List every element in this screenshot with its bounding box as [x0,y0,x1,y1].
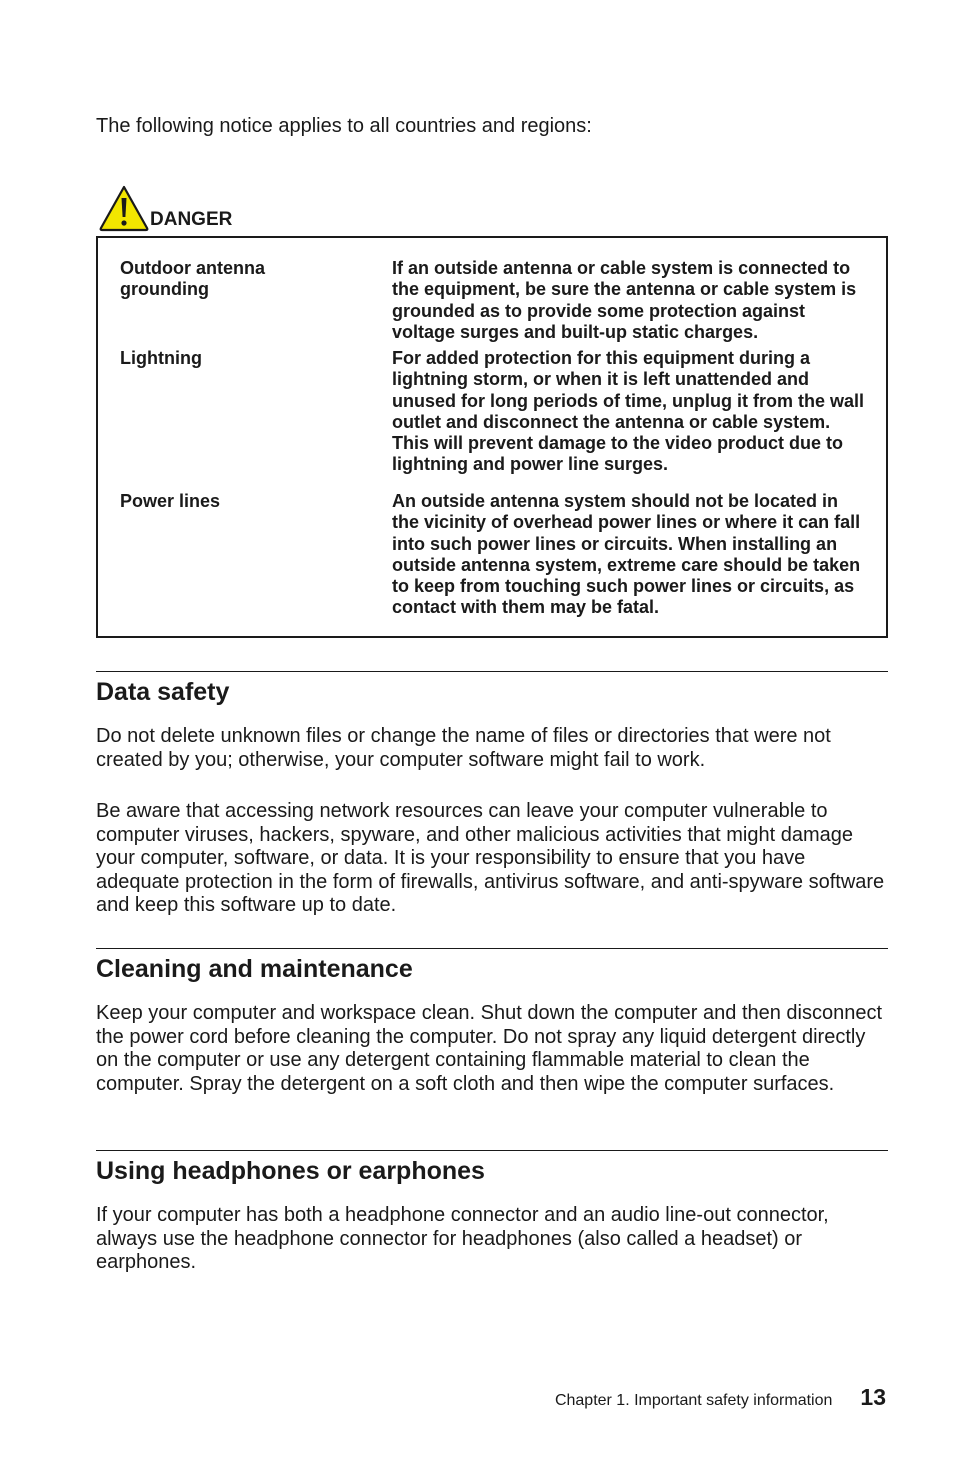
danger-heading [98,180,232,232]
danger-row-lightning [120,348,870,476]
danger-row-antenna [120,258,870,343]
warning-triangle-icon [98,184,150,232]
paragraph: Do not delete unknown files or change the name of files or directories that were not created by you; otherwise, your computer software might fail to work. [96,725,831,771]
section-title-data-safety: Data safety [96,678,230,706]
section-divider [96,671,888,672]
section-divider [96,948,888,949]
paragraph: Be aware that accessing network resources can leave your computer vulnerable to computer viruses, hackers, spyware, and other malicious activities that might damage your computer, software, or data. It is your responsibility to ensure that you have adequate protection in the form of firewalls, antivirus software, and anti-spyware software and keep this software up to date. [96,800,885,917]
danger-description: If an outside antenna or cable system is connected to the equipment, be sure the antenna or cable system is grounded as to provide some protection against voltage surges and built-up static charges. [392,258,857,342]
danger-term: Power lines [120,491,221,511]
paragraph: Keep your computer and workspace clean. Shut down the computer and then disconnect the power cord before cleaning the computer. Do not spray any liquid detergent directly on the computer or use any detergent containing flammable material to clean the computer. Spray the detergent on a soft cloth and then wipe the computer surfaces. [96,1002,883,1095]
danger-description: An outside antenna system should not be located in the vicinity of overhead power lines or where it can fall into such power lines or circuits. When installing an outside antenna system, extreme care should be taken to keep from touching such power lines or circuits, as contact with them may be fatal. [392,491,861,618]
danger-term: Outdoor antenna grounding [120,258,265,300]
section-title-cleaning: Cleaning and maintenance [96,955,413,983]
danger-box [96,236,888,638]
intro-text: The following notice applies to all countries and regions: [96,115,592,137]
danger-label: DANGER [150,209,233,230]
danger-description: For added protection for this equipment during a lightning storm, or when it is left unattended and unused for long periods of time, unplug it from the wall outlet and disconnect the antenna or cable system. This will prevent damage to the video product due to lightning and power line surges. [392,348,864,475]
page-footer [555,1384,886,1411]
danger-row-power-lines [120,491,870,619]
section-divider [96,1150,888,1151]
page-number: 13 [860,1384,886,1410]
section-title-headphones: Using headphones or earphones [96,1157,485,1185]
danger-term: Lightning [120,348,202,368]
footer-chapter: Chapter 1. Important safety information [554,1392,833,1409]
paragraph: If your computer has both a headphone connector and an audio line-out connector, always use the headphone connector for headphones (also called a headset) or earphones. [96,1204,829,1274]
